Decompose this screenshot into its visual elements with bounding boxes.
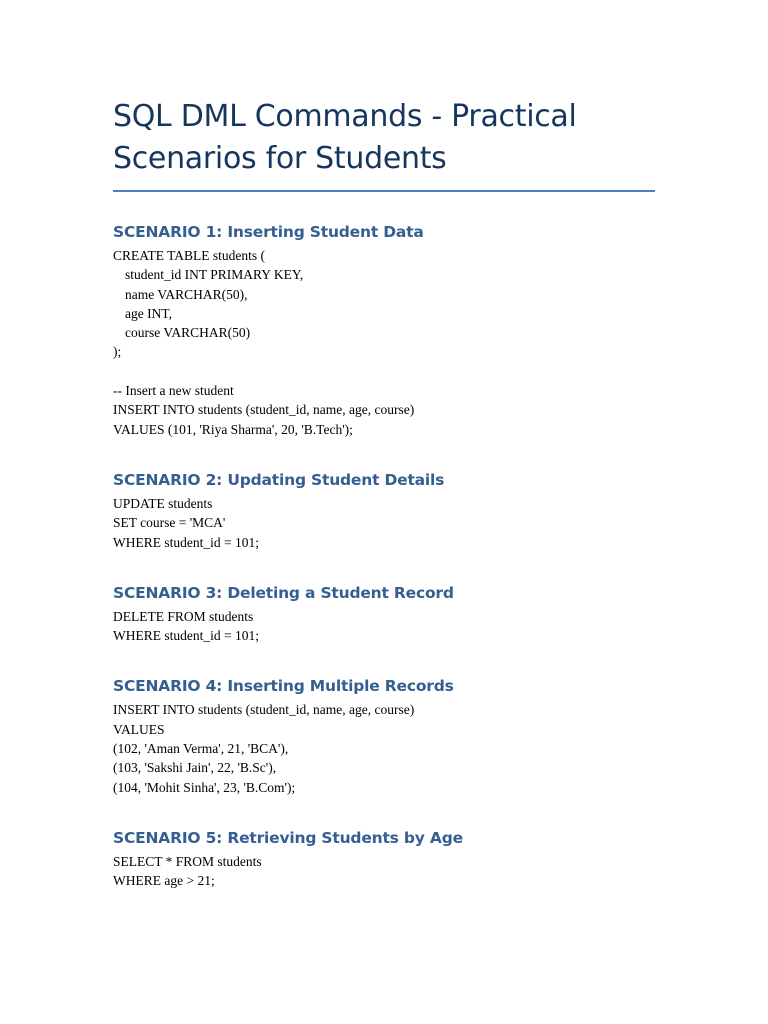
title-divider bbox=[113, 190, 655, 192]
code-line: VALUES bbox=[113, 721, 165, 737]
scenario-heading: SCENARIO 5: Retrieving Students by Age bbox=[113, 828, 463, 847]
blank-line bbox=[113, 362, 655, 381]
code-line: INSERT INTO students (student_id, name, age, course) bbox=[113, 702, 415, 718]
code-line: WHERE student_id = 101; bbox=[113, 534, 259, 550]
code-line: course VARCHAR(50) bbox=[125, 325, 251, 341]
code-line: (103, 'Sakshi Jain', 22, 'B.Sc'), bbox=[113, 760, 277, 776]
code-line: UPDATE students bbox=[113, 495, 213, 511]
code-line: VALUES (101, 'Riya Sharma', 20, 'B.Tech'); bbox=[113, 421, 353, 437]
code-line: DELETE FROM students bbox=[113, 608, 254, 624]
code-line: (104, 'Mohit Sinha', 23, 'B.Com'); bbox=[113, 779, 296, 795]
code-line: age INT, bbox=[125, 305, 172, 321]
code-line: WHERE student_id = 101; bbox=[113, 628, 259, 644]
code-line: (102, 'Aman Verma', 21, 'BCA'), bbox=[113, 741, 289, 757]
code-comment: -- Insert a new student bbox=[113, 383, 234, 399]
title-line-2: Scenarios for Students bbox=[113, 141, 447, 176]
scenario-heading: SCENARIO 4: Inserting Multiple Records bbox=[113, 677, 454, 696]
code-line: SET course = 'MCA' bbox=[113, 515, 226, 531]
scenario-heading: SCENARIO 3: Deleting a Student Record bbox=[113, 583, 454, 602]
scenario-1 bbox=[113, 221, 655, 439]
document-title bbox=[113, 96, 655, 180]
title-line-1: SQL DML Commands - Practical bbox=[113, 99, 577, 134]
scenario-heading: SCENARIO 2: Updating Student Details bbox=[113, 470, 445, 489]
code-line: SELECT * FROM students bbox=[113, 853, 262, 869]
code-line: name VARCHAR(50), bbox=[125, 286, 248, 302]
scenario-5 bbox=[113, 827, 655, 891]
scenario-heading: SCENARIO 1: Inserting Student Data bbox=[113, 223, 424, 241]
code-line: CREATE TABLE students ( bbox=[113, 248, 266, 263]
scenario-2 bbox=[113, 469, 655, 552]
scenario-3 bbox=[113, 582, 655, 646]
code-line: WHERE age > 21; bbox=[113, 873, 215, 889]
code-line: student_id INT PRIMARY KEY, bbox=[125, 267, 304, 283]
code-line: INSERT INTO students (student_id, name, age, course) bbox=[113, 402, 415, 418]
code-line: ); bbox=[113, 344, 122, 360]
document-page bbox=[113, 96, 655, 891]
scenario-4 bbox=[113, 675, 655, 796]
